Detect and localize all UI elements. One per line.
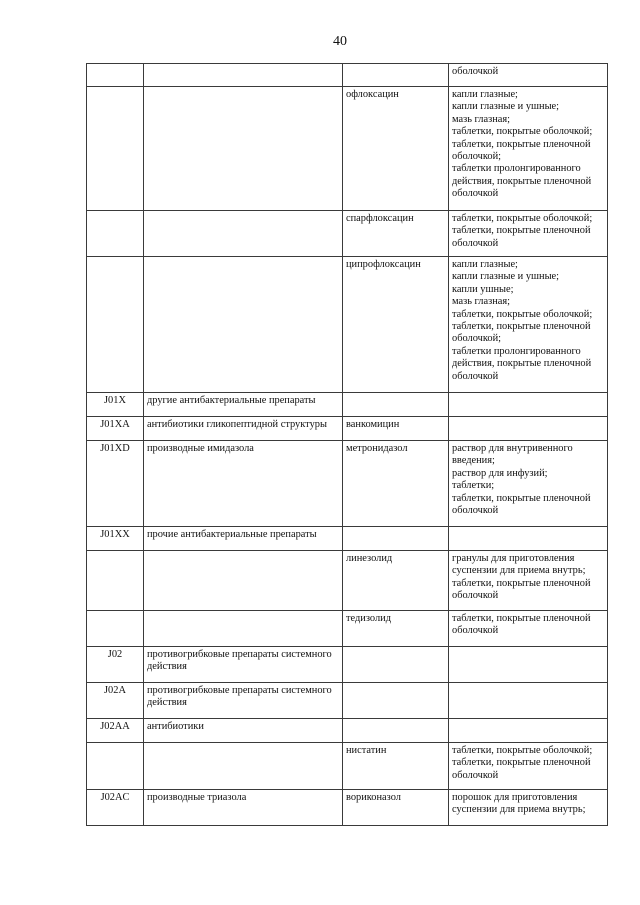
dosage-form-line: оболочкой	[452, 590, 499, 602]
group-name-cell	[144, 257, 343, 393]
table-row	[87, 790, 608, 826]
table-row	[87, 393, 608, 417]
group-name-cell: противогрибковые препараты системного действия	[144, 683, 343, 719]
group-name-cell	[144, 87, 343, 211]
dosage-forms-cell	[449, 87, 608, 211]
atc-code-cell: J02A	[87, 683, 144, 719]
dosage-form-line: оболочкой	[452, 769, 499, 781]
group-name-cell: антибиотики гликопептидной структуры	[144, 417, 343, 441]
dosage-form-line: мазь глазная;	[452, 296, 511, 308]
dosage-form-line: суспензии для приема внутрь;	[452, 804, 586, 816]
group-name-cell	[144, 64, 343, 87]
table-row	[87, 87, 608, 211]
table-body	[87, 64, 608, 826]
atc-code-cell	[87, 611, 144, 647]
group-name-cell: другие антибактериальные препараты	[144, 393, 343, 417]
dosage-forms-cell	[449, 790, 608, 826]
drug-name-cell: нистатин	[343, 743, 449, 790]
dosage-form-line: оболочкой	[452, 188, 499, 200]
table-row	[87, 211, 608, 257]
dosage-forms-cell	[449, 257, 608, 393]
dosage-form-line: оболочкой	[452, 505, 499, 517]
dosage-form-line: капли глазные;	[452, 89, 518, 100]
dosage-form-line: таблетки, покрытые пленочной	[452, 321, 591, 333]
table-row	[87, 647, 608, 683]
table-row	[87, 683, 608, 719]
dosage-form-line: оболочкой	[452, 237, 499, 249]
page-number: 40	[333, 34, 347, 49]
atc-code-cell: J01XX	[87, 527, 144, 551]
drug-table	[86, 63, 608, 826]
drug-name-cell: тедизолид	[343, 611, 449, 647]
dosage-forms-cell	[449, 743, 608, 790]
dosage-form-line: таблетки, покрытые пленочной	[452, 492, 591, 504]
dosage-forms-cell	[449, 647, 608, 683]
table-row	[87, 64, 608, 87]
atc-code-cell	[87, 87, 144, 211]
dosage-form-line: оболочкой	[452, 625, 499, 637]
dosage-form-line: капли глазные;	[452, 259, 518, 270]
drug-name-cell: вориконазол	[343, 790, 449, 826]
group-name-cell: производные имидазола	[144, 441, 343, 527]
drug-name-cell: ванкомицин	[343, 417, 449, 441]
table-row	[87, 417, 608, 441]
dosage-form-line: таблетки;	[452, 480, 495, 492]
dosage-form-line: раствор для инфузий;	[452, 467, 548, 479]
table-row	[87, 527, 608, 551]
table-row	[87, 257, 608, 393]
group-name-cell: производные триазола	[144, 790, 343, 826]
atc-code-cell: J01XD	[87, 441, 144, 527]
group-name-cell: прочие антибактериальные препараты	[144, 527, 343, 551]
dosage-form-line: таблетки, покрытые пленочной	[452, 138, 591, 150]
drug-name-cell: метронидазол	[343, 441, 449, 527]
drug-name-cell	[343, 393, 449, 417]
group-name-cell: противогрибковые препараты системного действия	[144, 647, 343, 683]
dosage-forms-cell	[449, 683, 608, 719]
group-name-cell	[144, 611, 343, 647]
atc-code-cell	[87, 551, 144, 611]
drug-name-cell: ципрофлоксацин	[343, 257, 449, 393]
atc-code-cell: J01X	[87, 393, 144, 417]
dosage-forms-cell	[449, 211, 608, 257]
dosage-form-line: таблетки пролонгированного	[452, 163, 581, 175]
dosage-form-line: мазь глазная;	[452, 113, 511, 125]
dosage-form-line: капли ушные;	[452, 283, 514, 295]
dosage-form-line: таблетки, покрытые оболочкой;	[452, 213, 593, 224]
dosage-form-line: капли глазные и ушные;	[452, 101, 560, 113]
dosage-forms-cell	[449, 551, 608, 611]
dosage-form-line: оболочкой;	[452, 151, 502, 163]
dosage-forms-cell	[449, 611, 608, 647]
group-name-cell	[144, 551, 343, 611]
dosage-forms-cell	[449, 527, 608, 551]
table-row	[87, 441, 608, 527]
dosage-form-line: гранулы для приготовления	[452, 553, 575, 564]
dosage-form-line: таблетки, покрытые оболочкой;	[452, 308, 593, 320]
drug-name-cell	[343, 719, 449, 743]
dosage-forms-cell	[449, 719, 608, 743]
dosage-forms-cell	[449, 393, 608, 417]
drug-name-cell	[343, 683, 449, 719]
atc-code-cell	[87, 743, 144, 790]
dosage-forms-cell	[449, 441, 608, 527]
table-row	[87, 743, 608, 790]
dosage-form-line: таблетки, покрытые пленочной	[452, 613, 591, 624]
dosage-form-line: оболочкой	[452, 370, 499, 382]
dosage-form-line: таблетки, покрытые оболочкой;	[452, 126, 593, 138]
dosage-form-line: таблетки пролонгированного	[452, 345, 581, 357]
dosage-form-line: таблетки, покрытые оболочкой;	[452, 745, 593, 756]
dosage-form-line: таблетки, покрытые пленочной	[452, 757, 591, 769]
group-name-cell: антибиотики	[144, 719, 343, 743]
dosage-form-line: порошок для приготовления	[452, 792, 578, 803]
atc-code-cell	[87, 257, 144, 393]
drug-name-cell: линезолид	[343, 551, 449, 611]
atc-code-cell: J01XA	[87, 417, 144, 441]
drug-name-cell: спарфлоксацин	[343, 211, 449, 257]
atc-code-cell	[87, 211, 144, 257]
atc-code-cell: J02AC	[87, 790, 144, 826]
atc-code-cell: J02AA	[87, 719, 144, 743]
atc-code-cell	[87, 64, 144, 87]
group-name-cell	[144, 211, 343, 257]
dosage-form-line: раствор для внутривенного	[452, 443, 573, 454]
dosage-forms-cell	[449, 417, 608, 441]
dosage-form-line: таблетки, покрытые пленочной	[452, 577, 591, 589]
drug-name-cell	[343, 647, 449, 683]
dosage-form-line: действия, покрытые пленочной	[452, 358, 592, 370]
dosage-form-line: таблетки, покрытые пленочной	[452, 225, 591, 237]
atc-code-cell: J02	[87, 647, 144, 683]
dosage-form-line: действия, покрытые пленочной	[452, 175, 592, 187]
dosage-form-line: оболочкой	[452, 66, 499, 77]
drug-name-cell	[343, 64, 449, 87]
table-row	[87, 719, 608, 743]
dosage-form-line: капли глазные и ушные;	[452, 271, 560, 283]
dosage-form-line: суспензии для приема внутрь;	[452, 565, 586, 577]
table-row	[87, 551, 608, 611]
dosage-form-line: оболочкой;	[452, 333, 502, 345]
dosage-forms-cell	[449, 64, 608, 87]
table-row	[87, 611, 608, 647]
drug-name-cell: офлоксацин	[343, 87, 449, 211]
dosage-form-line: введения;	[452, 455, 495, 467]
drug-name-cell	[343, 527, 449, 551]
group-name-cell	[144, 743, 343, 790]
